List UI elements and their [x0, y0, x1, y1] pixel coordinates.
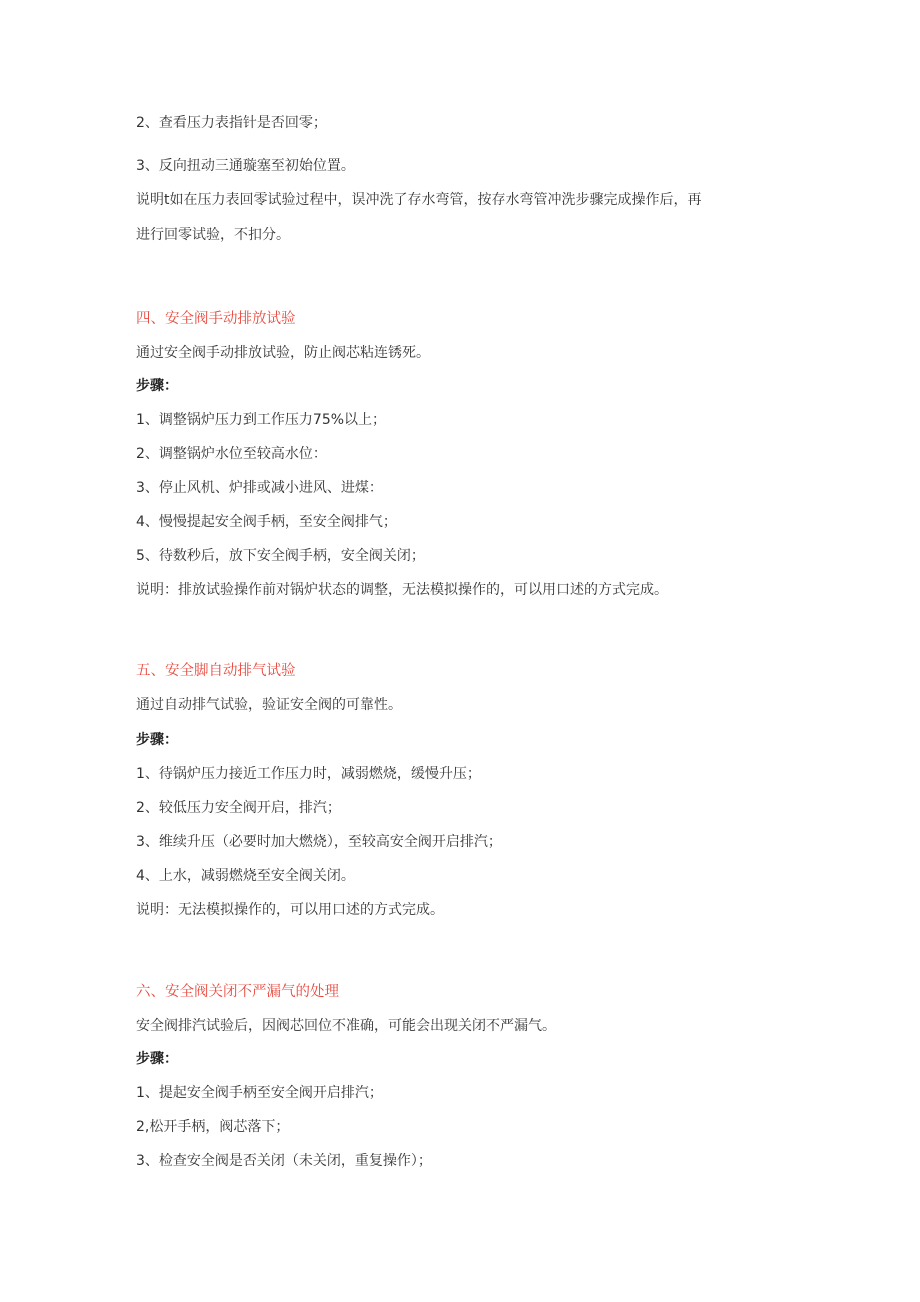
section-5-steps-label: 步骤：: [136, 732, 178, 748]
section-4-step-2: 2、调整锅炉水位至较高水位：: [136, 446, 327, 462]
section-4-description: 通过安全阀手动排放试验，防止阀芯粘连锈死。: [136, 345, 430, 361]
section-4-step-4: 4、慢慢提起安全阀手柄，至安全阀排气；: [136, 514, 397, 530]
section-4-title: 四、安全阀手动排放试验: [136, 311, 296, 327]
section-6-step-3: 3、检查安全阀是否关闭（未关闭，重复操作）；: [136, 1153, 432, 1169]
section-5-note: 说明：无法模拟操作的，可以用口述的方式完成。: [136, 902, 444, 918]
section-5-description: 通过自动排气试验，验证安全阀的可靠性。: [136, 697, 402, 713]
section-5-title: 五、安全脚自动排气试验: [136, 663, 296, 679]
section-4-note: 说明：排放试验操作前对锅炉状态的调整，无法模拟操作的，可以用口述的方式完成。: [136, 582, 668, 598]
intro-note-line-2: 进行回零试验，不扣分。: [136, 227, 290, 243]
section-6-title: 六、安全阀关闭不严漏气的处理: [136, 984, 339, 1000]
intro-note-line-1: 说明t如在压力表回零试验过程中，误冲洗了存水弯管，按存水弯管冲洗步骤完成操作后，再: [136, 192, 702, 208]
section-5-step-2: 2、较低压力安全阀开启，排汽；: [136, 800, 341, 816]
section-6-description: 安全阀排汽试验后，因阀芯回位不准确，可能会出现关闭不严漏气。: [136, 1018, 556, 1034]
section-6-step-1: 1、提起安全阀手柄至安全阀开启排汽；: [136, 1085, 383, 1101]
section-4-step-5: 5、待数秒后，放下安全阀手柄，安全阀关闭；: [136, 548, 425, 564]
section-4-steps-label: 步骤：: [136, 378, 178, 394]
intro-step-3: 3、反向扭动三通璇塞至初始位置。: [136, 158, 355, 174]
section-5-step-3: 3、维续升压（必要时加大燃烧），至较高安全阀开启排汽；: [136, 834, 502, 850]
section-4-step-1: 1、调整锅炉压力到工作压力75%以上；: [136, 412, 387, 428]
section-5-step-1: 1、待锅炉压力接近工作压力时，减弱燃烧，缓慢升压；: [136, 766, 481, 782]
section-6-steps-label: 步骤：: [136, 1051, 178, 1067]
section-4-step-3: 3、停止风机、炉排或减小进风、进煤：: [136, 480, 383, 496]
section-5-step-4: 4、上水，减弱燃烧至安全阀关闭。: [136, 868, 355, 884]
section-6-step-2: 2,松开手柄，阀芯落下；: [136, 1119, 290, 1135]
intro-step-2: 2、查看压力表指针是否回零；: [136, 115, 327, 131]
